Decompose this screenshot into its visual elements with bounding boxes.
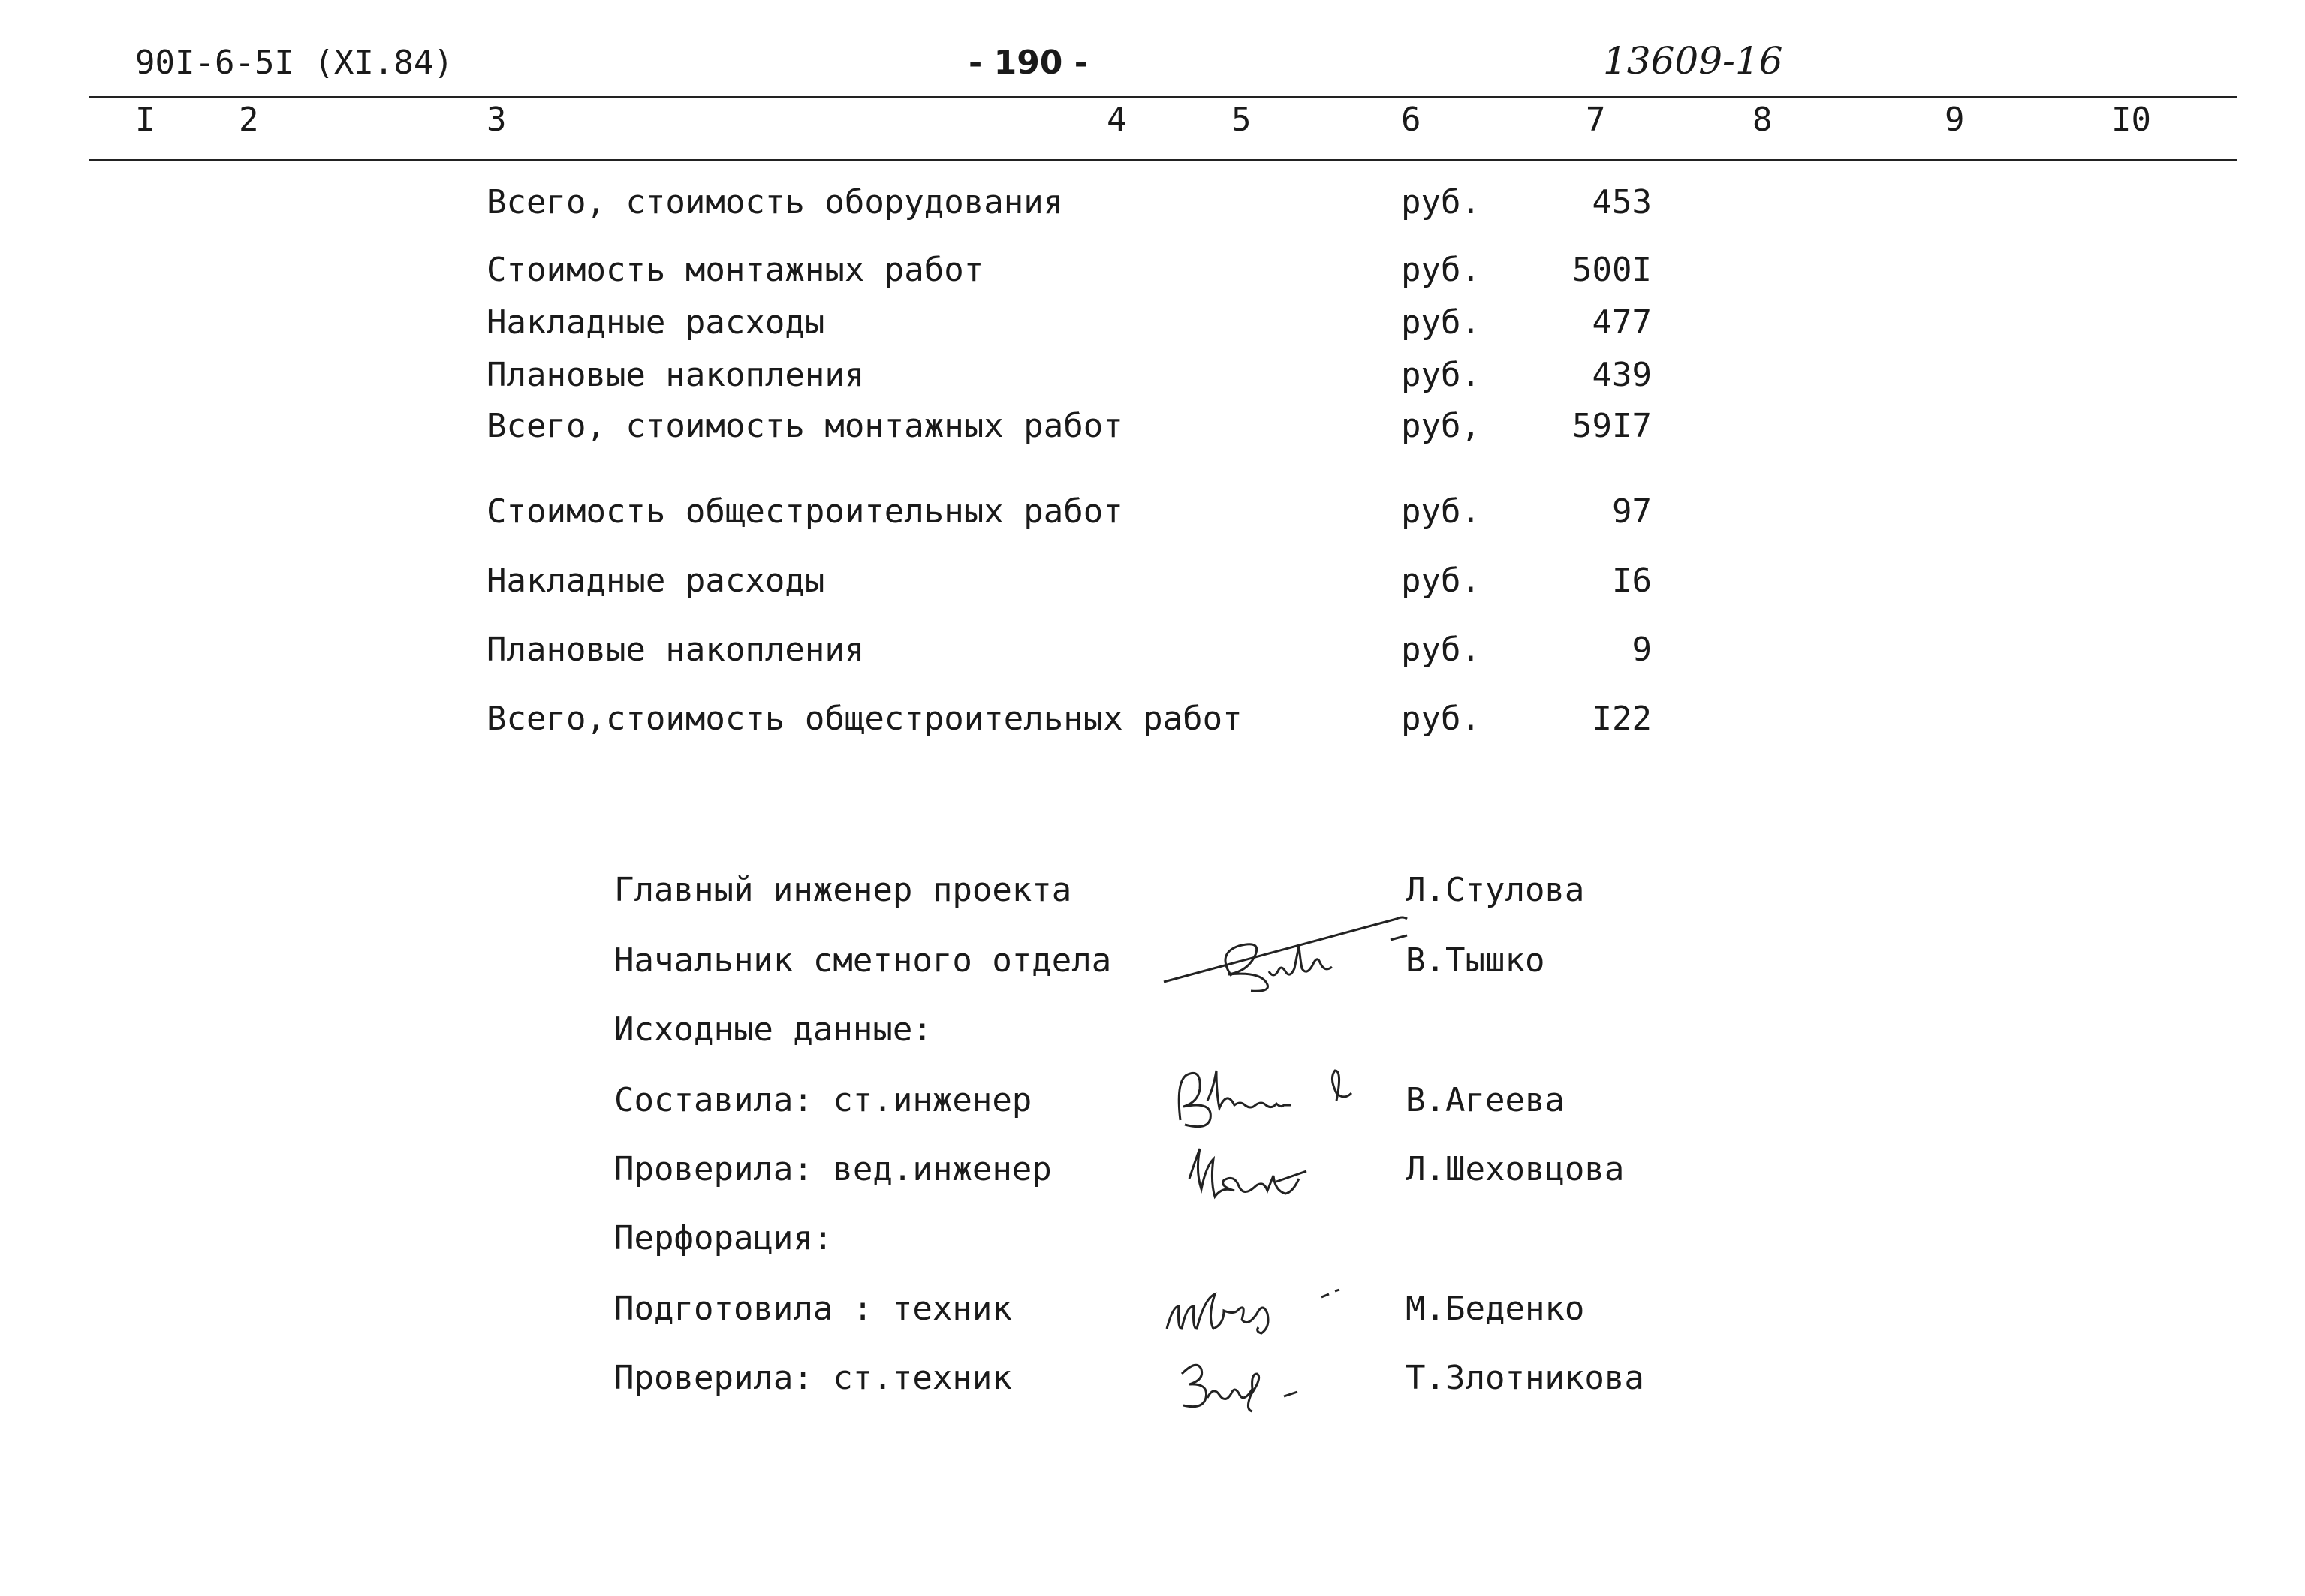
row-value: 439	[1592, 356, 1652, 394]
signature-role: Начальник сметного отдела	[614, 941, 1112, 980]
page-number: - 190 -	[969, 44, 1089, 82]
row-label: Накладные расходы	[487, 562, 825, 600]
handwritten-signature	[1179, 1134, 1336, 1209]
row-label: Плановые накопления	[487, 631, 865, 669]
handwritten-signature	[1158, 1269, 1353, 1351]
row-value: I6	[1612, 562, 1652, 600]
column-number: 8	[1752, 101, 1773, 139]
row-value: 477	[1592, 303, 1652, 342]
row-value: I22	[1592, 700, 1652, 738]
row-value: 453	[1592, 183, 1652, 221]
row-label: Стоимость общестроительных работ	[487, 492, 1123, 531]
row-unit: руб.	[1401, 251, 1481, 289]
signature-role: Проверила: вед.инженер	[614, 1150, 1052, 1188]
column-number: 2	[239, 101, 259, 139]
document-code: 90I-6-5I (XI.84)	[135, 44, 453, 82]
signature-role: Проверила: ст.техник	[614, 1359, 1012, 1397]
signature-role: Главный инженер проекта	[614, 871, 1072, 909]
row-unit: руб.	[1401, 303, 1481, 342]
row-label: Накладные расходы	[487, 303, 825, 342]
signature-name: Т.Злотникова	[1406, 1359, 1644, 1397]
column-number: 3	[487, 101, 507, 139]
handwritten-signature	[1149, 898, 1419, 1003]
signature-name: В.Тышко	[1406, 941, 1545, 980]
row-label: Плановые накопления	[487, 356, 865, 394]
signature-name: В.Агеева	[1406, 1081, 1565, 1119]
row-unit: руб.	[1401, 492, 1481, 531]
column-number: I0	[2111, 101, 2151, 139]
handwritten-signature	[1171, 1344, 1321, 1426]
row-unit: руб.	[1401, 356, 1481, 394]
row-value: 59I7	[1572, 407, 1652, 445]
column-number: 6	[1401, 101, 1421, 139]
row-unit: руб.	[1401, 183, 1481, 221]
row-label: Всего, стоимость монтажных работ	[487, 407, 1123, 445]
row-label: Всего,стоимость общестроительных работ	[487, 700, 1243, 738]
column-number: 7	[1586, 101, 1606, 139]
sheet-number: 13609-16	[1603, 39, 1783, 83]
signature-name: Л.Стулова	[1406, 871, 1585, 909]
row-value: 97	[1612, 492, 1652, 531]
column-number: I	[135, 101, 155, 139]
row-value: 9	[1632, 631, 1652, 669]
handwritten-signature	[1164, 1055, 1366, 1138]
row-label: Стоимость монтажных работ	[487, 251, 984, 289]
section-heading: Исходные данные:	[614, 1010, 933, 1049]
row-unit: руб.	[1401, 631, 1481, 669]
row-value: 500I	[1572, 251, 1652, 289]
column-number: 9	[1945, 101, 1965, 139]
column-number: 5	[1231, 101, 1252, 139]
header-rule-top	[89, 96, 2237, 98]
column-number: 4	[1107, 101, 1127, 139]
row-unit: руб.	[1401, 562, 1481, 600]
row-unit: руб,	[1401, 407, 1481, 445]
row-unit: руб.	[1401, 700, 1481, 738]
section-heading: Перфорация:	[614, 1219, 833, 1257]
signature-role: Составила: ст.инженер	[614, 1081, 1032, 1119]
signature-name: Л.Шеховцова	[1406, 1150, 1625, 1188]
signature-name: М.Беденко	[1406, 1290, 1585, 1328]
header-rule-bottom	[89, 159, 2237, 161]
signature-role: Подготовила : техник	[614, 1290, 1012, 1328]
row-label: Всего, стоимость оборудования	[487, 183, 1064, 221]
